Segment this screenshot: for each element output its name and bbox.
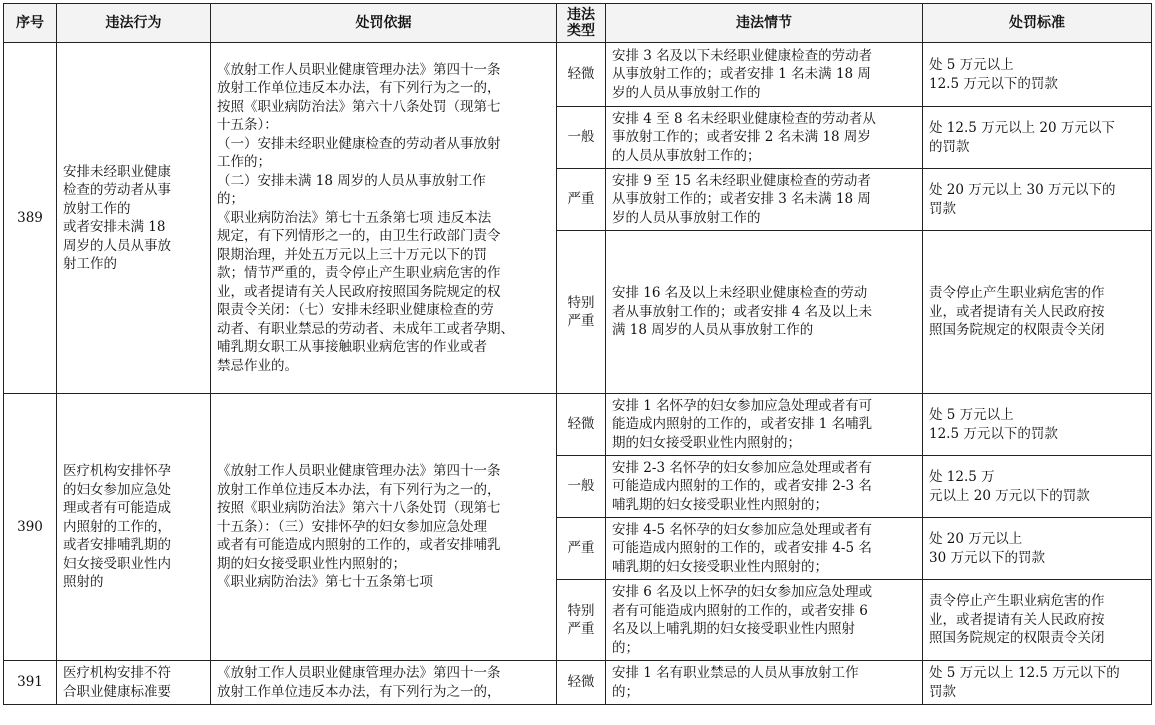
table-row	[4, 43, 1152, 107]
table-row	[4, 661, 1152, 705]
case-type: 轻微	[557, 661, 606, 705]
case-type: 一般	[557, 107, 606, 169]
record-no: 389	[4, 43, 57, 394]
record-no: 390	[4, 394, 57, 661]
record-act: 医疗机构安排怀孕 的妇女参加应急处 理或者有可能造成 内照射的工作的， 或者安排哺乳期的 妇女接受职业性内 照射的	[57, 394, 211, 661]
header-no: 序号	[4, 4, 57, 43]
header-row	[4, 4, 1152, 43]
penalty-table	[3, 3, 1152, 705]
table-body	[4, 43, 1152, 705]
record-basis: 《放射工作人员职业健康管理办法》第四十一条 放射工作单位违反本办法，有下列行为之一的， 按照《职业病防治法》第六十八条处罚（现第七 十五条）： （一）安排未经职业健康检查的劳动者从事放射 工作的； （二）安排未满 18 周岁的人员从事放射工作 的； 《职业病防治法》第七十五条第七项 违反本法 规定，有下列情形之一的，由卫生行政部门责令 限期治理，并处五万元以上三十万元以下的罚 款；情节严重的，责令停止产生职业病危害的作 业，或者提请有关人民政府按照国务院规定的权 限责令关闭：（七）安排未经职业健康检查的劳 动者、有职业禁忌的劳动者、未成年工或者孕期、 哺乳期女职工从事接触职业病危害的作业或者 禁忌作业的。	[211, 43, 557, 394]
case-type: 严重	[557, 518, 606, 580]
table-header	[4, 4, 1152, 43]
header-act: 违法行为	[57, 4, 211, 43]
record-act: 安排未经职业健康 检查的劳动者从事 放射工作的 或者安排未满 18 周岁的人员从事放 射工作的	[57, 43, 211, 394]
case-detail: 安排 1 名有职业禁忌的人员从事放射工作 的；	[606, 661, 923, 705]
case-standard: 处 5 万元以上 12.5 万元以下的罚款	[923, 43, 1152, 107]
header-detail: 违法情节	[606, 4, 923, 43]
case-type: 严重	[557, 169, 606, 231]
header-type: 违法 类型	[557, 4, 606, 43]
case-detail: 安排 4 至 8 名未经职业健康检查的劳动者从 事放射工作的；或者安排 2 名未满 18 周岁 的人员从事放射工作的；	[606, 107, 923, 169]
case-detail: 安排 1 名怀孕的妇女参加应急处理或者有可 能造成内照射的工作的，或者安排 1 名哺乳 期的妇女接受职业性内照射的；	[606, 394, 923, 456]
case-standard: 处 12.5 万元以上 20 万元以下 的罚款	[923, 107, 1152, 169]
case-detail: 安排 16 名及以上未经职业健康检查的劳动 者从事放射工作的；或者安排 4 名及以上未 满 18 周岁的人员从事放射工作的	[606, 231, 923, 394]
case-standard: 处 12.5 万 元以上 20 万元以下的罚款	[923, 456, 1152, 518]
case-detail: 安排 2-3 名怀孕的妇女参加应急处理或者有 可能造成内照射的工作的，或者安排 2-3 名 哺乳期的妇女接受职业性内照射的；	[606, 456, 923, 518]
record-act: 医疗机构安排不符 合职业健康标准要	[57, 661, 211, 705]
case-standard: 责令停止产生职业病危害的作 业，或者提请有关人民政府按 照国务院规定的权限责令关闭	[923, 580, 1152, 661]
case-standard: 处 20 万元以上 30 万元以下的罚款	[923, 518, 1152, 580]
case-type: 一般	[557, 456, 606, 518]
case-standard: 处 5 万元以上 12.5 万元以下的罚款	[923, 394, 1152, 456]
case-type: 特别 严重	[557, 580, 606, 661]
case-detail: 安排 6 名及以上怀孕的妇女参加应急处理或 者有可能造成内照射的工作的，或者安排 6 名及以上哺乳期的妇女接受职业性内照射 的；	[606, 580, 923, 661]
case-detail: 安排 4-5 名怀孕的妇女参加应急处理或者有 可能造成内照射的工作的，或者安排 4-5 名 哺乳期的妇女接受职业性内照射的；	[606, 518, 923, 580]
case-standard: 处 20 万元以上 30 万元以下的 罚款	[923, 169, 1152, 231]
case-detail: 安排 9 至 15 名未经职业健康检查的劳动者 从事放射工作的；或者安排 3 名未满 18 周 岁的人员从事放射工作的	[606, 169, 923, 231]
record-no: 391	[4, 661, 57, 705]
table-row	[4, 394, 1152, 456]
case-standard: 处 5 万元以上 12.5 万元以下的 罚款	[923, 661, 1152, 705]
record-basis: 《放射工作人员职业健康管理办法》第四十一条 放射工作单位违反本办法，有下列行为之一的，	[211, 661, 557, 705]
case-type: 轻微	[557, 394, 606, 456]
case-type: 特别 严重	[557, 231, 606, 394]
header-basis: 处罚依据	[211, 4, 557, 43]
record-basis: 《放射工作人员职业健康管理办法》第四十一条 放射工作单位违反本办法，有下列行为之一的， 按照《职业病防治法》第六十八条处罚（现第七 十五条）：（三）安排怀孕的妇女参加应急处理 或者有可能造成内照射的工作的，或者安排哺乳 期的妇女接受职业性内照射的； 《职业病防治法》第七十五条第七项	[211, 394, 557, 661]
case-type: 轻微	[557, 43, 606, 107]
header-standard: 处罚标准	[923, 4, 1152, 43]
case-detail: 安排 3 名及以下未经职业健康检查的劳动者 从事放射工作的；或者安排 1 名未满 18 周 岁的人员从事放射工作的	[606, 43, 923, 107]
case-standard: 责令停止产生职业病危害的作 业，或者提请有关人民政府按 照国务院规定的权限责令关闭	[923, 231, 1152, 394]
